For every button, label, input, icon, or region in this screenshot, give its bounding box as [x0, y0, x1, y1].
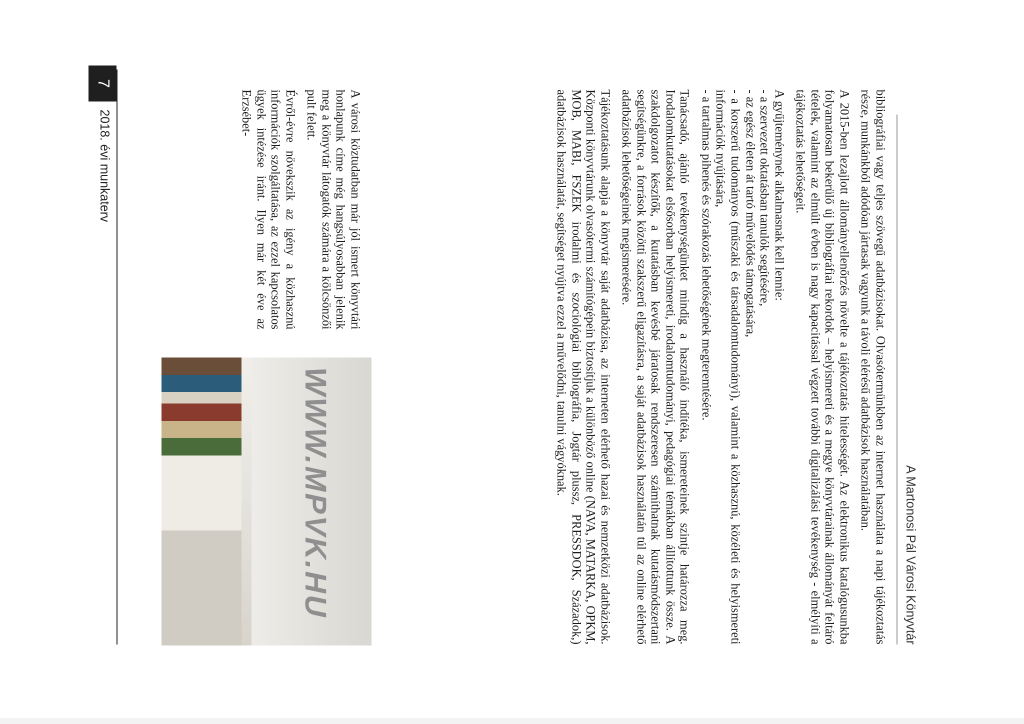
bullet-item-4: - a tartalmas pihenés és szórakozás lehetőségének megteremtésére.	[698, 89, 713, 421]
library-photo	[161, 358, 371, 646]
wrapped-column	[238, 90, 362, 330]
bullet-item-3: - a korszerű tudományos (műszaki és társadalomtudományi), valamint a közhasznú, közéleti és helyismereti információk nyújtására,	[713, 89, 743, 645]
paragraph-6: A városi köztudatban már jól ismert könyvtári honlapunk címe még hangsúlyosabban jelenik meg a könyvtár látogatók számára a kölcsönzői pult felett.	[304, 89, 362, 330]
bookshelf	[161, 358, 241, 646]
paragraph-4: Tanácsadó, ajánló tevékenységünket mindig a használó indítéka, ismereteinek szintje határozza meg. Irodalomkutatásokat elsősorban helyismereti, irodalomtudományi, pedagógiai témákban állítottunk össze. A szakdolgozatot készítők, a kutatásban kevésbé járatosak rendszeresen számíthatnak kutatásmódszertani segítségünkre, a források közötti szakszerű eligazításra, a saját adatbázisok használatán túl az online elérhető adatbázisok lehetőségeinek megismerésére.	[619, 89, 692, 645]
scan-edge	[0, 718, 1024, 724]
paragraph-5: Tájékoztatásunk alapja a könyvtár saját adatbázisa, az interneten elérhető hazai és nemzetközi adatbázisok. Központi könyvtárunk olvasótermi számítógépein biztosítjuk a különböző online (NAVA, MATARKA, OPKM, MOB, MABI, FSZEK irodalmi és szociológiai bibliográfia, Jogtár plussz, PRESSDOK, Századok,) adatbázisok használatát, segítséget nyújtva ezzel a művelődni, tanulni vágyóknak.	[553, 89, 612, 645]
bullet-item-1: - a szervezett oktatásban tanulók segítésére,	[757, 89, 772, 307]
website-sign: WWW.MPVK.HU	[298, 363, 331, 623]
page-header-title: A Martonosi Pál Városi Könyvtár	[903, 465, 917, 645]
paragraph-7: Évről-évre növekszik az igény a közhasznú információk szolgáltatása, az ezzel kapcsolatos ügyek intézése iránt. Ilyen már két éve az Erzsébet-	[239, 89, 297, 330]
rotated-page-content	[87, 80, 917, 645]
paragraph-2: A 2015-ben lezajlott állományellenőrzés növelte a tájékoztatás hitelességét. Az elektronikus katalógusunkba folyamatosan bekerülő új bibliográfiai rekordok – helyismereti és a megye könyvtárainak állományát feltáró tételek, valamint az elmúlt évben is nagy kapacitással végzett további digitalizálási tevékenység - elmélyíti a tájékoztatás lehetőségeit.	[793, 89, 852, 645]
paragraph-1: bibliográfiai vagy teljes szövegű adatbázisokat. Olvasótermünkben az internet használata a napi tájékoztatás része, munkánkból adódóan jártasak vagyunk a távoli elérésű adatbázisok használatában.	[858, 89, 887, 645]
bullet-item-2: - az egész életen át tartó művelődés támogatására,	[742, 89, 757, 338]
page-number: 7	[88, 66, 116, 102]
body-text	[553, 90, 887, 645]
footer-title: 2018. évi munkaterv	[97, 109, 111, 223]
footer-rule	[116, 70, 117, 645]
header-rule	[896, 115, 897, 645]
paragraph-3: A gyűjteménynek alkalmasnak kell lennie:	[771, 89, 786, 301]
